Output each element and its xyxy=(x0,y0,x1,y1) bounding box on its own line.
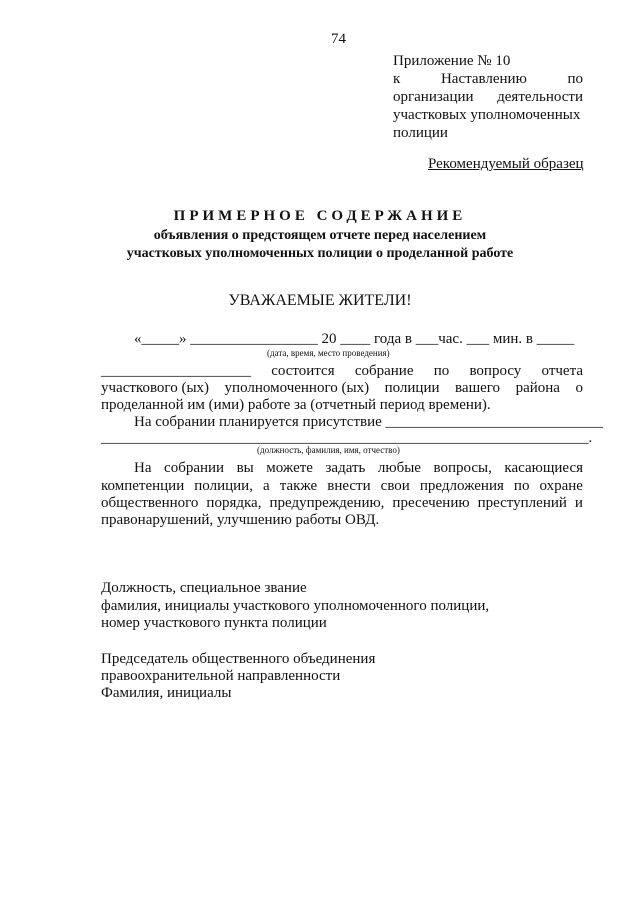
form-word: вашего xyxy=(455,380,501,396)
person-hint: (должность, фамилия, имя, отчество) xyxy=(257,445,400,455)
form-line-6: _________________________________________________________________. xyxy=(101,430,593,446)
body-line-4: правонарушений, улучшению работы ОВД. xyxy=(101,512,380,528)
greeting: УВАЖАЕМЫЕ ЖИТЕЛИ! xyxy=(228,292,412,309)
form-line-5: На собрании планируется присутствие _____________________________ xyxy=(134,414,604,430)
document-subtitle-2: участковых уполномоченных полиции о проделанной работе xyxy=(126,246,514,261)
body-word: и xyxy=(574,495,583,511)
body-word: вопросы, xyxy=(433,460,492,476)
form-word: вопросу xyxy=(469,363,522,379)
appendix-line-5: полиции xyxy=(393,125,448,141)
form-word: участкового (ых) xyxy=(101,380,210,396)
body-word: свои xyxy=(380,478,410,494)
form-line-3 xyxy=(101,379,583,397)
signature1-line-1: Должность, специальное звание xyxy=(101,580,307,596)
form-word: ____________________ xyxy=(101,363,251,379)
appendix-word: Наставлению xyxy=(440,71,527,87)
signature1-line-2: фамилия, инициалы участкового уполномоченного полиции, xyxy=(101,598,490,614)
body-word: можете xyxy=(266,460,313,476)
form-word: уполномоченного (ых) xyxy=(224,380,370,396)
body-word: предупреждению, xyxy=(269,495,385,511)
body-line-1 xyxy=(134,459,583,477)
body-word: касающиеся xyxy=(504,460,583,476)
page-number: 74 xyxy=(331,31,346,47)
signature1-line-3: номер участкового пункта полиции xyxy=(101,615,327,631)
body-word: На xyxy=(134,460,152,476)
appendix-word: по xyxy=(567,71,583,87)
form-word: района xyxy=(515,380,560,396)
appendix-word: организации xyxy=(393,89,474,105)
signature2-line-1: Председатель общественного объединения xyxy=(101,651,376,667)
body-word: компетенции xyxy=(101,478,185,494)
body-word: порядка, xyxy=(206,495,262,511)
body-word: охране xyxy=(539,478,583,494)
form-line-4: проделанной им (ими) работе за (отчетный период времени). xyxy=(101,397,491,413)
body-word: предложения xyxy=(419,478,504,494)
form-word: собрание xyxy=(354,363,414,379)
body-word: внести xyxy=(327,478,371,494)
appendix-line-4: участковых уполномоченных xyxy=(393,107,581,123)
body-word: полиции, xyxy=(194,478,253,494)
form-word: о xyxy=(575,380,583,396)
body-word: задать xyxy=(325,460,366,476)
appendix-word: к xyxy=(393,71,401,87)
appendix-word: деятельности xyxy=(497,89,583,105)
appendix-line-2 xyxy=(393,70,583,88)
appendix-line-3 xyxy=(393,88,583,106)
recommended-sample-label: Рекомендуемый образец xyxy=(428,156,584,172)
body-word: по xyxy=(513,478,530,494)
body-word: преступлений xyxy=(477,495,567,511)
form-word: полиции xyxy=(384,380,440,396)
body-word: общественного xyxy=(101,495,199,511)
body-word: а xyxy=(263,478,270,494)
signature2-line-2: правоохранительной направленности xyxy=(101,668,341,684)
appendix-header xyxy=(393,52,583,142)
form-word: отчета xyxy=(541,363,583,379)
body-line-3 xyxy=(101,494,583,512)
body-word: вы xyxy=(236,460,254,476)
document-title: ПРИМЕРНОЕ СОДЕРЖАНИЕ xyxy=(173,208,467,224)
body-word: собрании xyxy=(164,460,225,476)
body-line-2 xyxy=(101,477,583,495)
form-word: состоится xyxy=(271,363,335,379)
document-subtitle-1: объявления о предстоящем отчете перед населением xyxy=(153,228,487,243)
appendix-line-1: Приложение № 10 xyxy=(393,53,511,69)
body-word: также xyxy=(279,478,318,494)
signature2-line-3: Фамилия, инициалы xyxy=(101,685,232,701)
date-line: «_____» _________________ 20 ____ года в ___час. ___ мин. в _____ xyxy=(134,331,575,347)
form-word: по xyxy=(433,363,450,379)
body-word: пресечению xyxy=(392,495,470,511)
date-hint: (дата, время, место проведения) xyxy=(267,348,390,358)
form-line-2 xyxy=(101,362,583,380)
body-word: любые xyxy=(377,460,421,476)
